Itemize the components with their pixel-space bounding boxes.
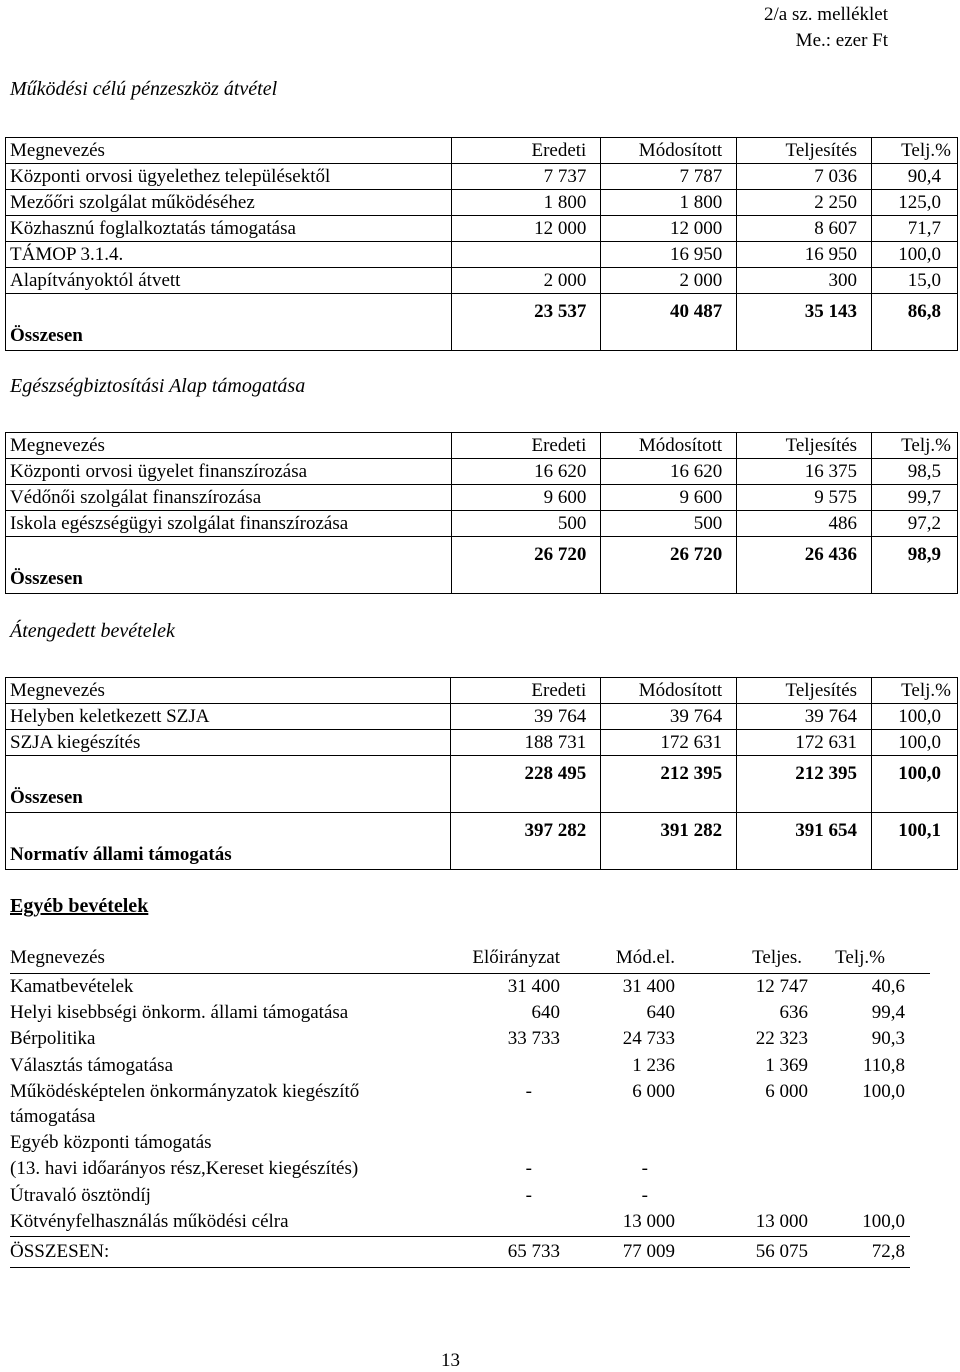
table-row — [6, 459, 958, 485]
total-row — [6, 537, 958, 594]
col-header: Teljesítés — [737, 678, 872, 704]
cell: 16 950 — [737, 242, 872, 268]
cell: Kamatbevételek — [10, 976, 134, 997]
cell: 6 000 — [765, 1081, 808, 1102]
col-header: Teljesítés — [737, 138, 872, 164]
cell: 172 631 — [737, 730, 872, 756]
cell: 7 737 — [451, 164, 601, 190]
cell: Központi orvosi ügyelethez településektől — [6, 164, 452, 190]
section1-title: Működési célú pénzeszköz átvétel — [10, 78, 278, 100]
table-row — [10, 1156, 930, 1182]
section4-header-row — [10, 945, 930, 971]
cell: 1 800 — [451, 190, 601, 216]
table-row — [10, 1104, 930, 1130]
section2-title: Egészségbiztosítási Alap támogatása — [10, 375, 306, 397]
total-cell: 98,9 — [872, 537, 958, 594]
cell: 500 — [601, 511, 737, 537]
table-row — [6, 268, 958, 294]
cell: 12 000 — [451, 216, 601, 242]
table-row — [6, 242, 958, 268]
cell: 12 747 — [755, 976, 808, 997]
cell: Választás támogatása — [10, 1055, 174, 1076]
cell: 15,0 — [872, 268, 958, 294]
col-header: Telj.% — [835, 947, 885, 968]
cell: 300 — [737, 268, 872, 294]
cell: 16 375 — [737, 459, 872, 485]
col-header: Módosított — [601, 138, 737, 164]
cell: 97,2 — [872, 511, 958, 537]
col-header: Telj.% — [872, 433, 958, 459]
table-row — [6, 511, 958, 537]
col-header: Teljes. — [752, 947, 802, 968]
col-header: Eredeti — [451, 678, 601, 704]
total-cell: 26 720 — [601, 537, 737, 594]
table-row — [10, 974, 930, 1000]
total-label: Összesen — [6, 756, 451, 813]
annex-label: 2/a sz. melléklet — [764, 4, 888, 25]
total-cell: 26 720 — [451, 537, 601, 594]
section3-table — [5, 677, 958, 870]
cell: 500 — [451, 511, 601, 537]
cell: 2 000 — [451, 268, 601, 294]
col-header: Megnevezés — [6, 138, 452, 164]
cell: 12 000 — [601, 216, 737, 242]
col-header: Telj.% — [872, 138, 958, 164]
cell: 9 575 — [737, 485, 872, 511]
total-cell: 56 075 — [755, 1241, 808, 1262]
cell: Iskola egészségügyi szolgálat finanszírozása — [6, 511, 452, 537]
cell: 8 607 — [737, 216, 872, 242]
section1-table — [5, 137, 958, 351]
cell: 9 600 — [601, 485, 737, 511]
section4-title: Egyéb bevételek — [10, 895, 149, 917]
col-header: Megnevezés — [6, 433, 452, 459]
cell: 6 000 — [632, 1081, 675, 1102]
divider — [10, 1267, 910, 1268]
cell: 33 733 — [507, 1028, 560, 1049]
cell: Egyéb központi támogatás — [10, 1132, 212, 1153]
cell: Mezőőri szolgálat működéséhez — [6, 190, 452, 216]
col-header: Mód.el. — [615, 947, 675, 968]
unit-label: Me.: ezer Ft — [795, 30, 888, 51]
cell: 16 620 — [601, 459, 737, 485]
total-row — [6, 756, 958, 813]
cell: 1 800 — [601, 190, 737, 216]
cell: 24 733 — [622, 1028, 675, 1049]
col-header: Módosított — [601, 678, 737, 704]
cell: SZJA kiegészítés — [6, 730, 451, 756]
cell: 99,4 — [871, 1002, 905, 1023]
table-row — [10, 1079, 930, 1105]
normativ-cell: 397 282 — [451, 813, 601, 870]
col-header: Megnevezés — [6, 678, 451, 704]
cell: - — [641, 1185, 648, 1206]
cell: - — [525, 1185, 532, 1206]
total-cell: 77 009 — [622, 1241, 675, 1262]
cell: TÁMOP 3.1.4. — [6, 242, 452, 268]
total-cell: 72,8 — [871, 1241, 905, 1262]
cell: 90,4 — [872, 164, 958, 190]
cell: 16 620 — [451, 459, 601, 485]
section2-table — [5, 432, 958, 594]
table-row — [6, 704, 958, 730]
total-row — [6, 294, 958, 351]
cell: (13. havi időarányos rész,Kereset kiegészítés) — [10, 1158, 359, 1179]
total-cell: 228 495 — [451, 756, 601, 813]
cell: 90,3 — [871, 1028, 905, 1049]
table-row — [6, 485, 958, 511]
normativ-label: Normatív állami támogatás — [6, 813, 451, 870]
cell: Helyi kisebbségi önkorm. állami támogatása — [10, 1002, 349, 1023]
cell: 100,0 — [872, 730, 958, 756]
cell: Bérpolitika — [10, 1028, 96, 1049]
total-label: Összesen — [6, 294, 452, 351]
section3-title: Átengedett bevételek — [10, 620, 175, 642]
cell: 100,0 — [872, 242, 958, 268]
total-cell: 23 537 — [451, 294, 601, 351]
col-header: Eredeti — [451, 433, 601, 459]
total-row — [10, 1239, 930, 1265]
table-row — [10, 1000, 930, 1026]
col-header: Módosított — [601, 433, 737, 459]
normativ-cell: 391 282 — [601, 813, 737, 870]
col-header: Megnevezés — [10, 947, 105, 968]
cell: 31 400 — [507, 976, 560, 997]
table-header-row — [6, 138, 958, 164]
normativ-cell: 391 654 — [737, 813, 872, 870]
cell: támogatása — [10, 1106, 96, 1127]
normativ-cell: 100,1 — [872, 813, 958, 870]
cell: 7 036 — [737, 164, 872, 190]
total-cell: 40 487 — [601, 294, 737, 351]
cell: Útravaló ösztöndíj — [10, 1185, 151, 1206]
table-row — [6, 216, 958, 242]
cell: 100,0 — [872, 704, 958, 730]
total-cell: 26 436 — [737, 537, 872, 594]
cell: 640 — [646, 1002, 675, 1023]
cell: Közhasznú foglalkoztatás támogatása — [6, 216, 452, 242]
table-row — [10, 1130, 930, 1156]
cell: Védőnői szolgálat finanszírozása — [6, 485, 452, 511]
table-row — [10, 1209, 930, 1235]
col-header: Telj.% — [872, 678, 958, 704]
col-header: Előirányzat — [472, 947, 560, 968]
cell: Központi orvosi ügyelet finanszírozása — [6, 459, 452, 485]
table-row — [10, 1053, 930, 1079]
total-label: ÖSSZESEN: — [10, 1241, 110, 1262]
cell: 40,6 — [871, 976, 905, 997]
table-row — [6, 190, 958, 216]
cell: - — [525, 1081, 532, 1102]
cell: 9 600 — [451, 485, 601, 511]
cell: Alapítványoktól átvett — [6, 268, 452, 294]
cell: 31 400 — [622, 976, 675, 997]
cell: - — [525, 1158, 532, 1179]
total-cell: 100,0 — [872, 756, 958, 813]
cell: Működésképtelen önkormányzatok kiegészítő — [10, 1081, 360, 1102]
cell: 71,7 — [872, 216, 958, 242]
cell: 99,7 — [872, 485, 958, 511]
cell: 100,0 — [862, 1081, 905, 1102]
col-header: Teljesítés — [737, 433, 872, 459]
cell: 2 250 — [737, 190, 872, 216]
cell: 636 — [779, 1002, 808, 1023]
cell: 39 764 — [737, 704, 872, 730]
cell: 100,0 — [862, 1211, 905, 1232]
total-label: Összesen — [6, 537, 452, 594]
table-row — [6, 164, 958, 190]
cell: 125,0 — [872, 190, 958, 216]
cell: 1 236 — [632, 1055, 675, 1076]
cell: 13 000 — [622, 1211, 675, 1232]
page-number: 13 — [441, 1350, 460, 1371]
cell: 39 764 — [451, 704, 601, 730]
cell: 22 323 — [755, 1028, 808, 1049]
cell: 13 000 — [755, 1211, 808, 1232]
divider — [10, 1236, 910, 1237]
cell: 16 950 — [601, 242, 737, 268]
cell: 640 — [531, 1002, 560, 1023]
total-cell: 86,8 — [872, 294, 958, 351]
table-row — [6, 730, 958, 756]
total-cell: 212 395 — [601, 756, 737, 813]
cell: 110,8 — [862, 1055, 905, 1076]
cell: 2 000 — [601, 268, 737, 294]
cell: 172 631 — [601, 730, 737, 756]
total-cell: 35 143 — [737, 294, 872, 351]
cell: - — [641, 1158, 648, 1179]
col-header: Eredeti — [451, 138, 601, 164]
cell: 1 369 — [765, 1055, 808, 1076]
table-row — [10, 1026, 930, 1052]
total-cell: 65 733 — [507, 1241, 560, 1262]
cell: 7 787 — [601, 164, 737, 190]
cell: 486 — [737, 511, 872, 537]
table-header-row — [6, 433, 958, 459]
table-header-row — [6, 678, 958, 704]
normativ-row — [6, 813, 958, 870]
cell: Helyben keletkezett SZJA — [6, 704, 451, 730]
cell: 98,5 — [872, 459, 958, 485]
cell: Kötvényfelhasználás működési célra — [10, 1211, 289, 1232]
table-row — [10, 1183, 930, 1209]
cell: 188 731 — [451, 730, 601, 756]
cell: 39 764 — [601, 704, 737, 730]
total-cell: 212 395 — [737, 756, 872, 813]
cell — [451, 242, 601, 268]
